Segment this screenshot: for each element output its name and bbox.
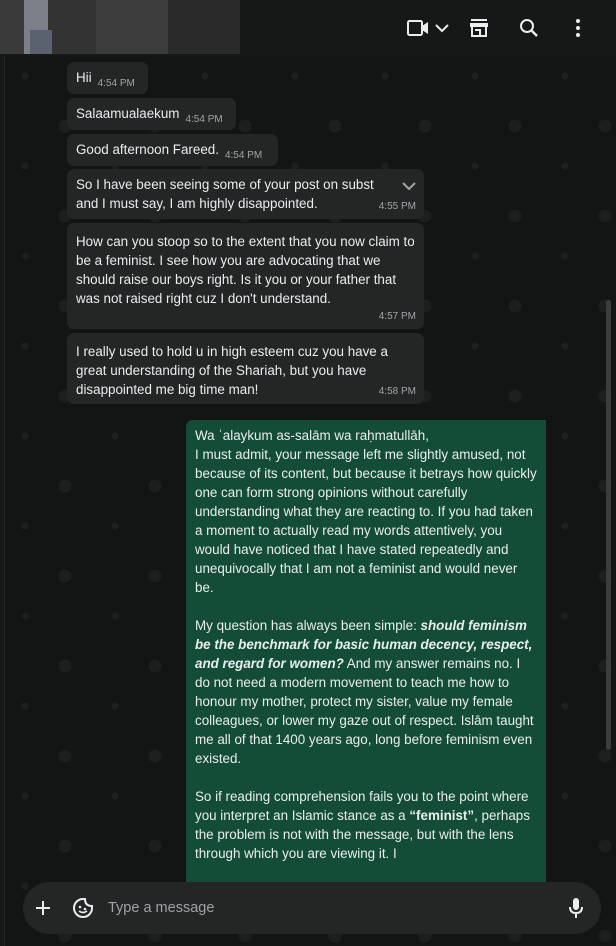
scrollbar-thumb[interactable]	[606, 300, 611, 750]
text: So if reading comprehension fails you to the point where you interpret an Islamic stance as a	[195, 789, 529, 823]
incoming-message[interactable]	[67, 333, 424, 404]
contact-avatar-blurred[interactable]	[0, 0, 240, 54]
outgoing-message[interactable]	[186, 420, 546, 890]
bold-text: “feminist”	[409, 808, 475, 823]
message-text: I really used to hold u in high esteem cuz you have a great understanding of the Shariah, but you have disappointed me big time man!	[76, 344, 388, 397]
message-time: 4:54 PM	[185, 114, 223, 125]
message-text-line2: and I must say, I am highly disappointed.	[76, 196, 318, 211]
message-text: Salaamualaekum	[76, 106, 180, 121]
reply-paragraph-1: I must admit, your message left me slightly amused, not because of its content, but because it betrays how quickly one can form strong opinions without carefully understanding what they are reacting to. If you had taken a moment to actually read my words attentively, you would have noticed that I have stated repeatedly and unequivocally that I am not a feminist and would never be.	[195, 447, 537, 595]
incoming-message[interactable]	[67, 169, 424, 219]
incoming-message[interactable]	[67, 62, 148, 94]
message-time: 4:54 PM	[97, 78, 135, 89]
message-text: Good afternoon Fareed.	[76, 142, 219, 157]
message-composer	[23, 882, 601, 934]
incoming-message[interactable]	[67, 223, 424, 329]
chat-header	[0, 0, 616, 56]
message-time: 4:55 PM	[378, 201, 416, 212]
chevron-down-icon[interactable]	[430, 16, 454, 40]
microphone-icon[interactable]	[564, 896, 588, 920]
bold-italic-text: should feminism be the benchmark for basic human decency, respect, and regard for women?	[195, 618, 533, 671]
more-icon[interactable]	[566, 16, 590, 40]
message-menu-chevron-icon[interactable]	[402, 177, 416, 196]
reply-greeting: Wa ʿalaykum as-salām wa raḥmatullāh,	[195, 428, 429, 443]
incoming-message[interactable]	[67, 98, 236, 130]
sticker-icon[interactable]	[71, 896, 95, 920]
search-icon[interactable]	[517, 16, 541, 40]
message-text: So I have been seeing some of your post on subst	[76, 177, 374, 192]
message-input[interactable]: Type a message	[108, 900, 215, 916]
message-time: 4:57 PM	[378, 311, 416, 322]
reply-paragraph-3	[195, 787, 537, 863]
catalog-icon[interactable]	[467, 16, 491, 40]
incoming-message[interactable]	[67, 134, 278, 166]
message-time: 4:58 PM	[378, 386, 416, 397]
text: My question has always been simple:	[195, 618, 421, 633]
text: And my answer remains no. I do not need a modern movement to teach me how to honour my mother, protect my sister, value my female colleagues, or lower my gaze out of respect. Islām taught me all of that 1400 years ago, long before feminism even existed.	[195, 656, 534, 766]
text: , perhaps the problem is not with the message, but with the lens through which you are viewing it. I	[195, 808, 530, 861]
attach-plus-icon[interactable]	[31, 896, 55, 920]
message-time: 4:54 PM	[224, 150, 263, 161]
reply-paragraph-2	[195, 616, 537, 768]
message-text: How can you stoop so to the extent that you now claim to be a feminist. I see how you are advocating that we should raise our boys right. Is it you or your father that was not raised right cuz I don't understand.	[76, 234, 415, 306]
video-call-icon[interactable]	[406, 16, 430, 40]
message-text: Hii	[76, 70, 92, 85]
